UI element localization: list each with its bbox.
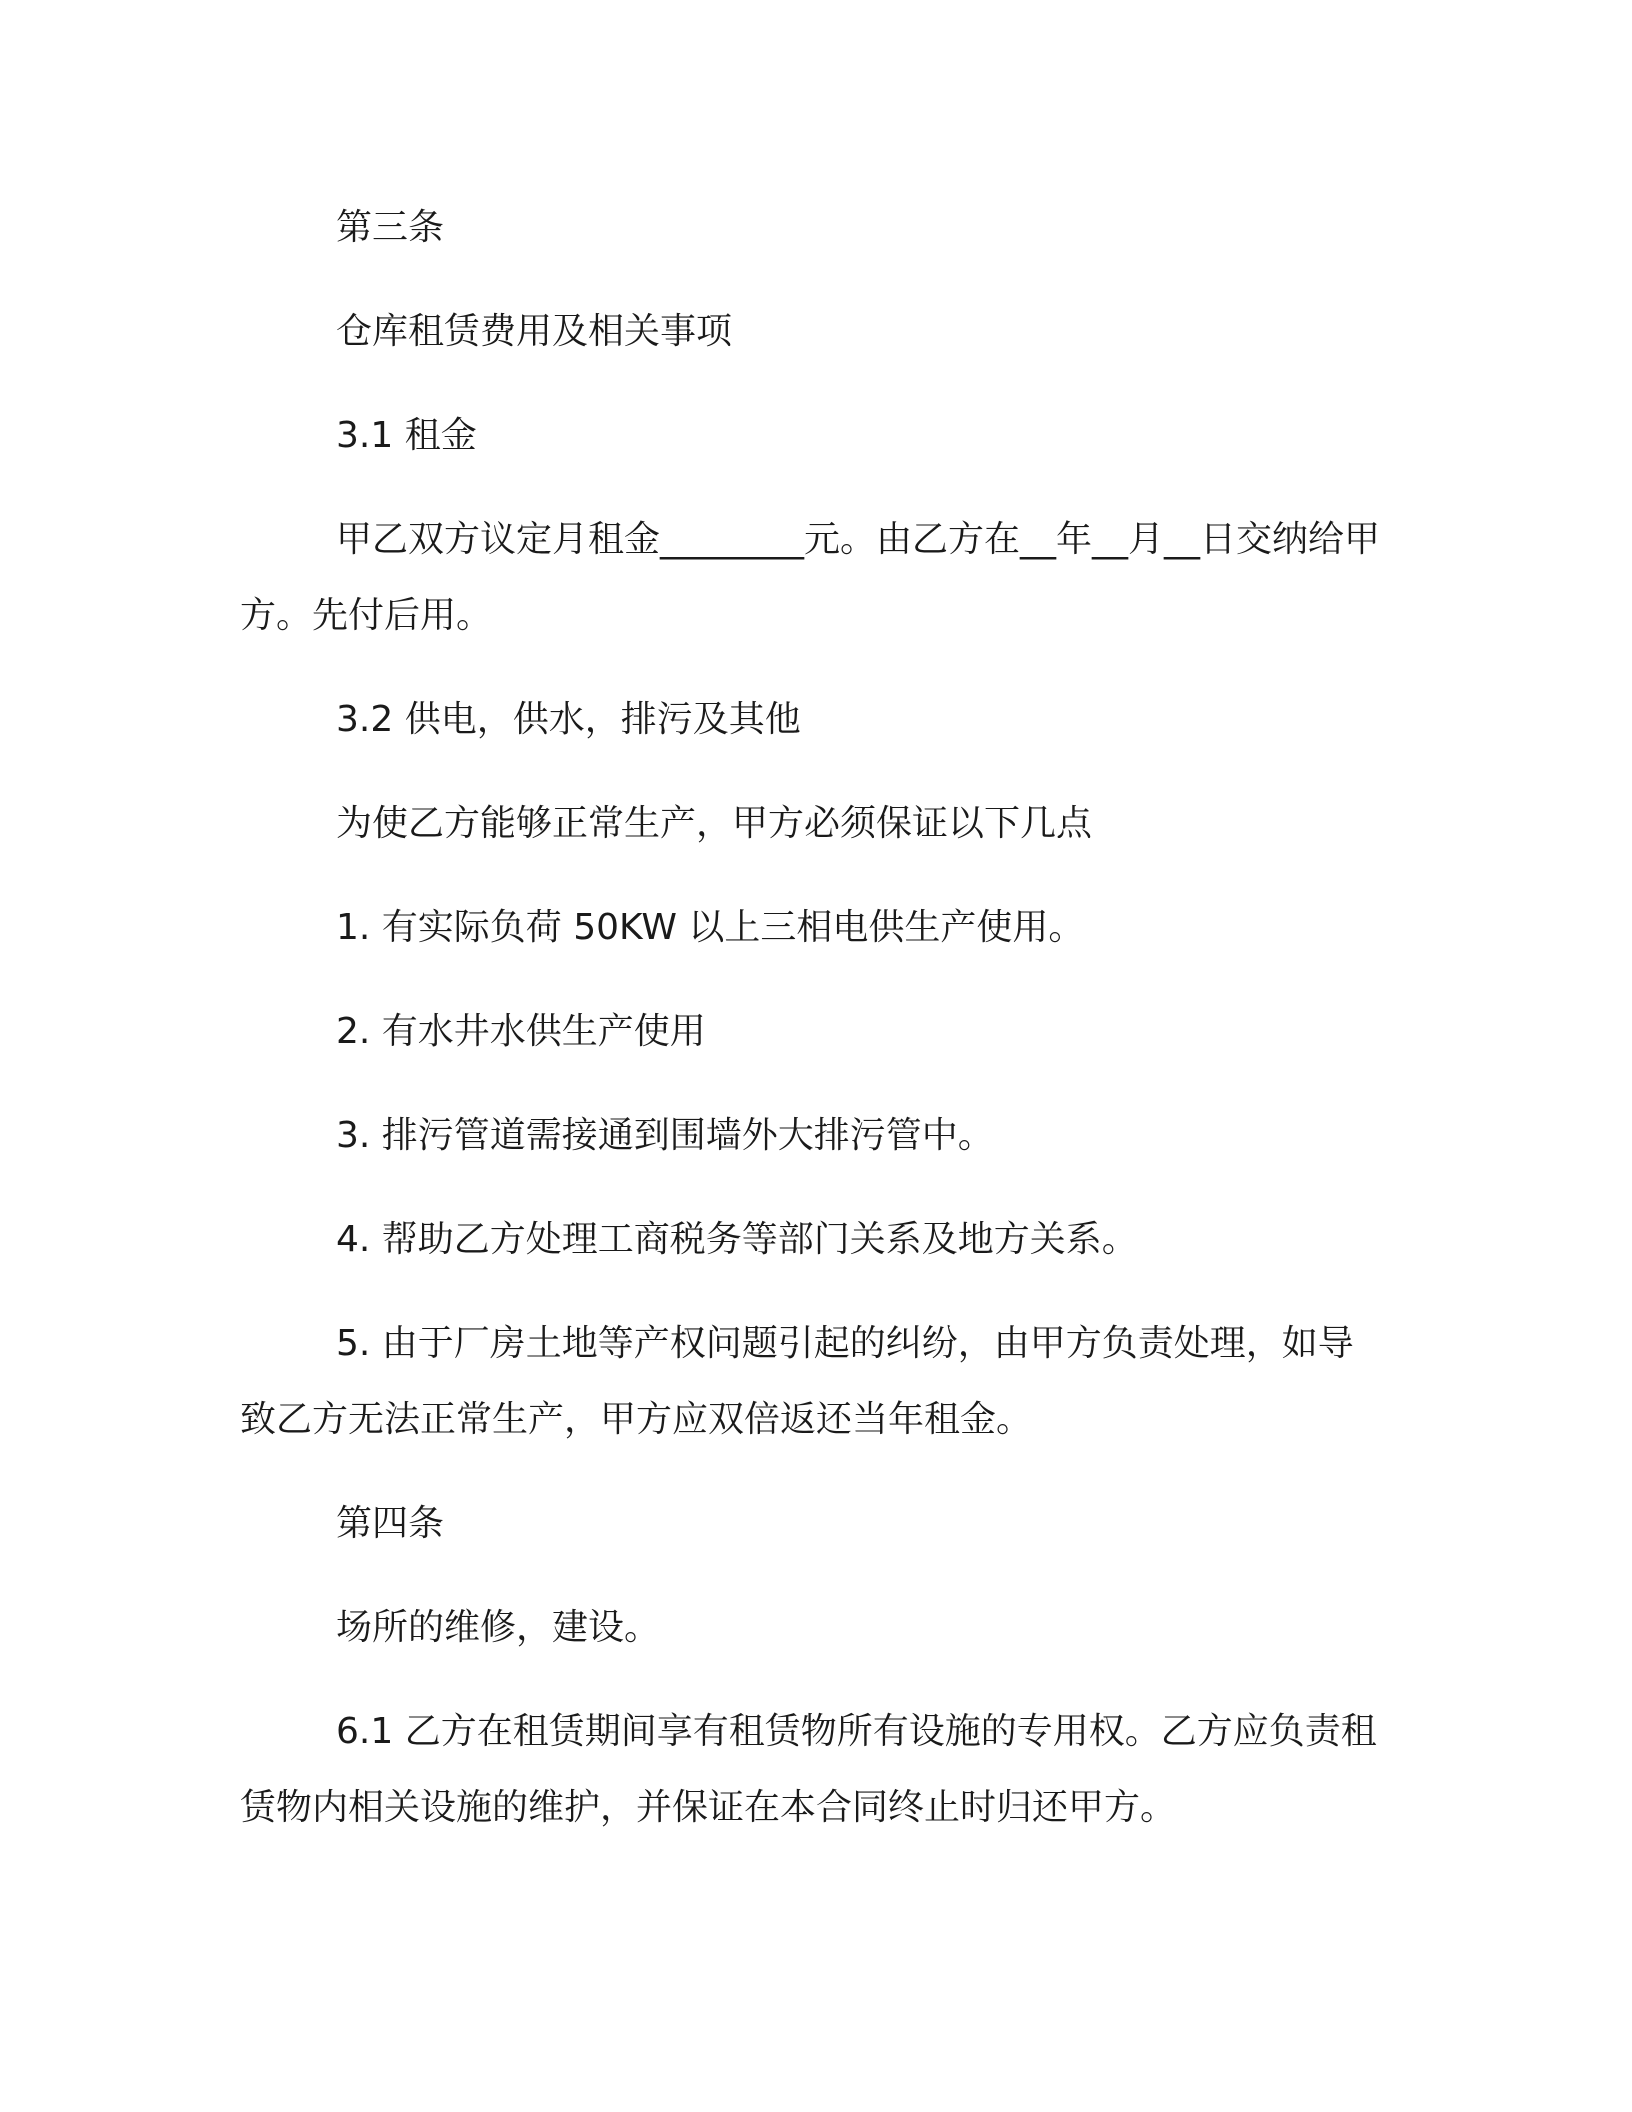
list-item-5: 5. 由于厂房土地等产权问题引起的纠纷，由甲方负责处理，如导致乙方无法正常生产，甲方应双倍返还当年租金。 [240, 1323, 1354, 1440]
article-4-heading: 第四条 [336, 1503, 445, 1544]
list-item-1: 1. 有实际负荷 50KW 以上三相电供生产使用。 [336, 907, 1085, 948]
list-item-4: 4. 帮助乙方处理工商税务等部门关系及地方关系。 [336, 1219, 1138, 1260]
section-6-1-text: 6.1 乙方在租赁期间享有租赁物所有设施的专用权。乙方应负责租赁物内相关设施的维护，并保证在本合同终止时归还甲方。 [240, 1711, 1377, 1828]
section-3-1-heading: 3.1 租金 [336, 415, 477, 456]
section-3-1-text: 甲乙双方议定月租金________元。由乙方在__年__月__日交纳给甲方。先付后用。 [240, 519, 1381, 636]
article-3-heading: 第三条 [336, 207, 445, 248]
list-item-3: 3. 排污管道需接通到围墙外大排污管中。 [336, 1115, 994, 1156]
article-3-title: 仓库租赁费用及相关事项 [336, 311, 733, 352]
section-3-2-intro: 为使乙方能够正常生产，甲方必须保证以下几点 [336, 803, 1093, 844]
article-4-title: 场所的维修，建设。 [336, 1607, 661, 1648]
section-3-2-heading: 3.2 供电，供水，排污及其他 [336, 699, 801, 740]
list-item-2: 2. 有水井水供生产使用 [336, 1011, 706, 1052]
document-body [240, 190, 1380, 1874]
